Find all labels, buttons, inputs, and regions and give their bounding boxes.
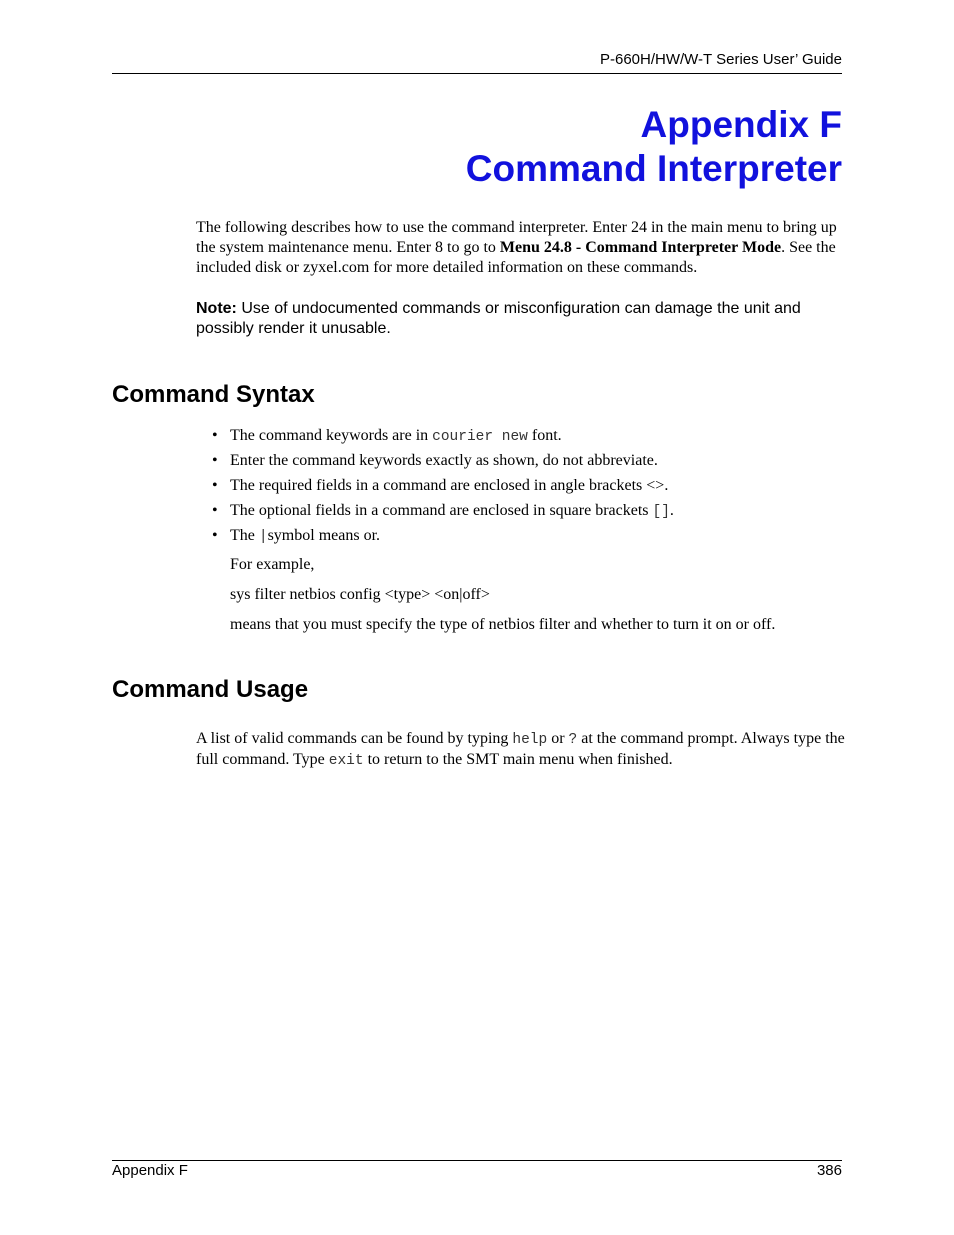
bullet-text: The	[230, 527, 259, 544]
chapter-title	[466, 103, 842, 191]
note-text: Use of undocumented commands or misconfiguration can damage the unit and possibly render it unusable.	[196, 300, 801, 337]
running-header-title: P-660H/HW/W-T Series User’ Guide	[599, 51, 842, 68]
footer-rule	[112, 1160, 842, 1161]
example-command: sys filter netbios config <type> <on|off>	[230, 586, 490, 603]
bullet-text: The required fields in a command are enclosed in angle brackets <>.	[230, 477, 669, 494]
menu-name: Menu 24.8 - Command Interpreter Mode	[499, 239, 782, 256]
list-item	[212, 451, 674, 476]
example-explanation: means that you must specify the type of netbios filter and whether to turn it on or off.	[230, 616, 776, 633]
usage-text: A list of valid commands can be found by typing	[196, 730, 513, 747]
intro-text-2: . See the included disk or zyxel.com for more detailed information on these commands.	[196, 239, 836, 276]
inline-code: |	[258, 529, 268, 545]
list-item	[212, 476, 674, 501]
bullet-text: The optional fields in a command are enclosed in square brackets	[230, 502, 653, 519]
inline-code: []	[652, 504, 670, 520]
chapter-title-line-2: Command Interpreter	[465, 148, 842, 189]
bullet-text: Enter the command keywords exactly as shown, do not abbreviate.	[230, 452, 658, 469]
bullet-text: symbol means or.	[267, 527, 381, 544]
section-heading-command-syntax: Command Syntax	[112, 381, 315, 408]
note-label: Note:	[196, 300, 237, 317]
chapter-title-line-1: Appendix F	[640, 104, 842, 145]
inline-code: exit	[328, 753, 364, 769]
usage-text: to return to the SMT main menu when finished.	[363, 751, 673, 768]
list-item	[212, 426, 674, 451]
usage-text: or	[547, 730, 569, 747]
page-number: 386	[816, 1162, 842, 1179]
intro-paragraph	[196, 218, 846, 278]
section-heading-command-usage: Command Usage	[112, 676, 309, 703]
inline-code: ?	[568, 732, 578, 748]
usage-paragraph	[196, 729, 846, 771]
header-rule	[112, 73, 842, 74]
list-item	[212, 501, 674, 526]
intro-text-1: The following describes how to use the command interpreter. Enter 24 in the main menu to bring up the system maintenance menu. Enter 8 to go to	[196, 219, 837, 256]
bullet-text: The command keywords are in	[230, 427, 433, 444]
syntax-bullet-list	[212, 426, 674, 551]
example-label: For example,	[230, 556, 315, 573]
bullet-text: font.	[527, 427, 562, 444]
inline-code: courier new	[432, 429, 528, 445]
list-item	[212, 526, 674, 551]
usage-text: at the command prompt. Always type the full command. Type	[196, 730, 845, 768]
inline-code: help	[512, 732, 548, 748]
footer-section-name: Appendix F	[112, 1162, 188, 1179]
note-paragraph	[196, 299, 846, 339]
bullet-text: .	[669, 502, 674, 519]
